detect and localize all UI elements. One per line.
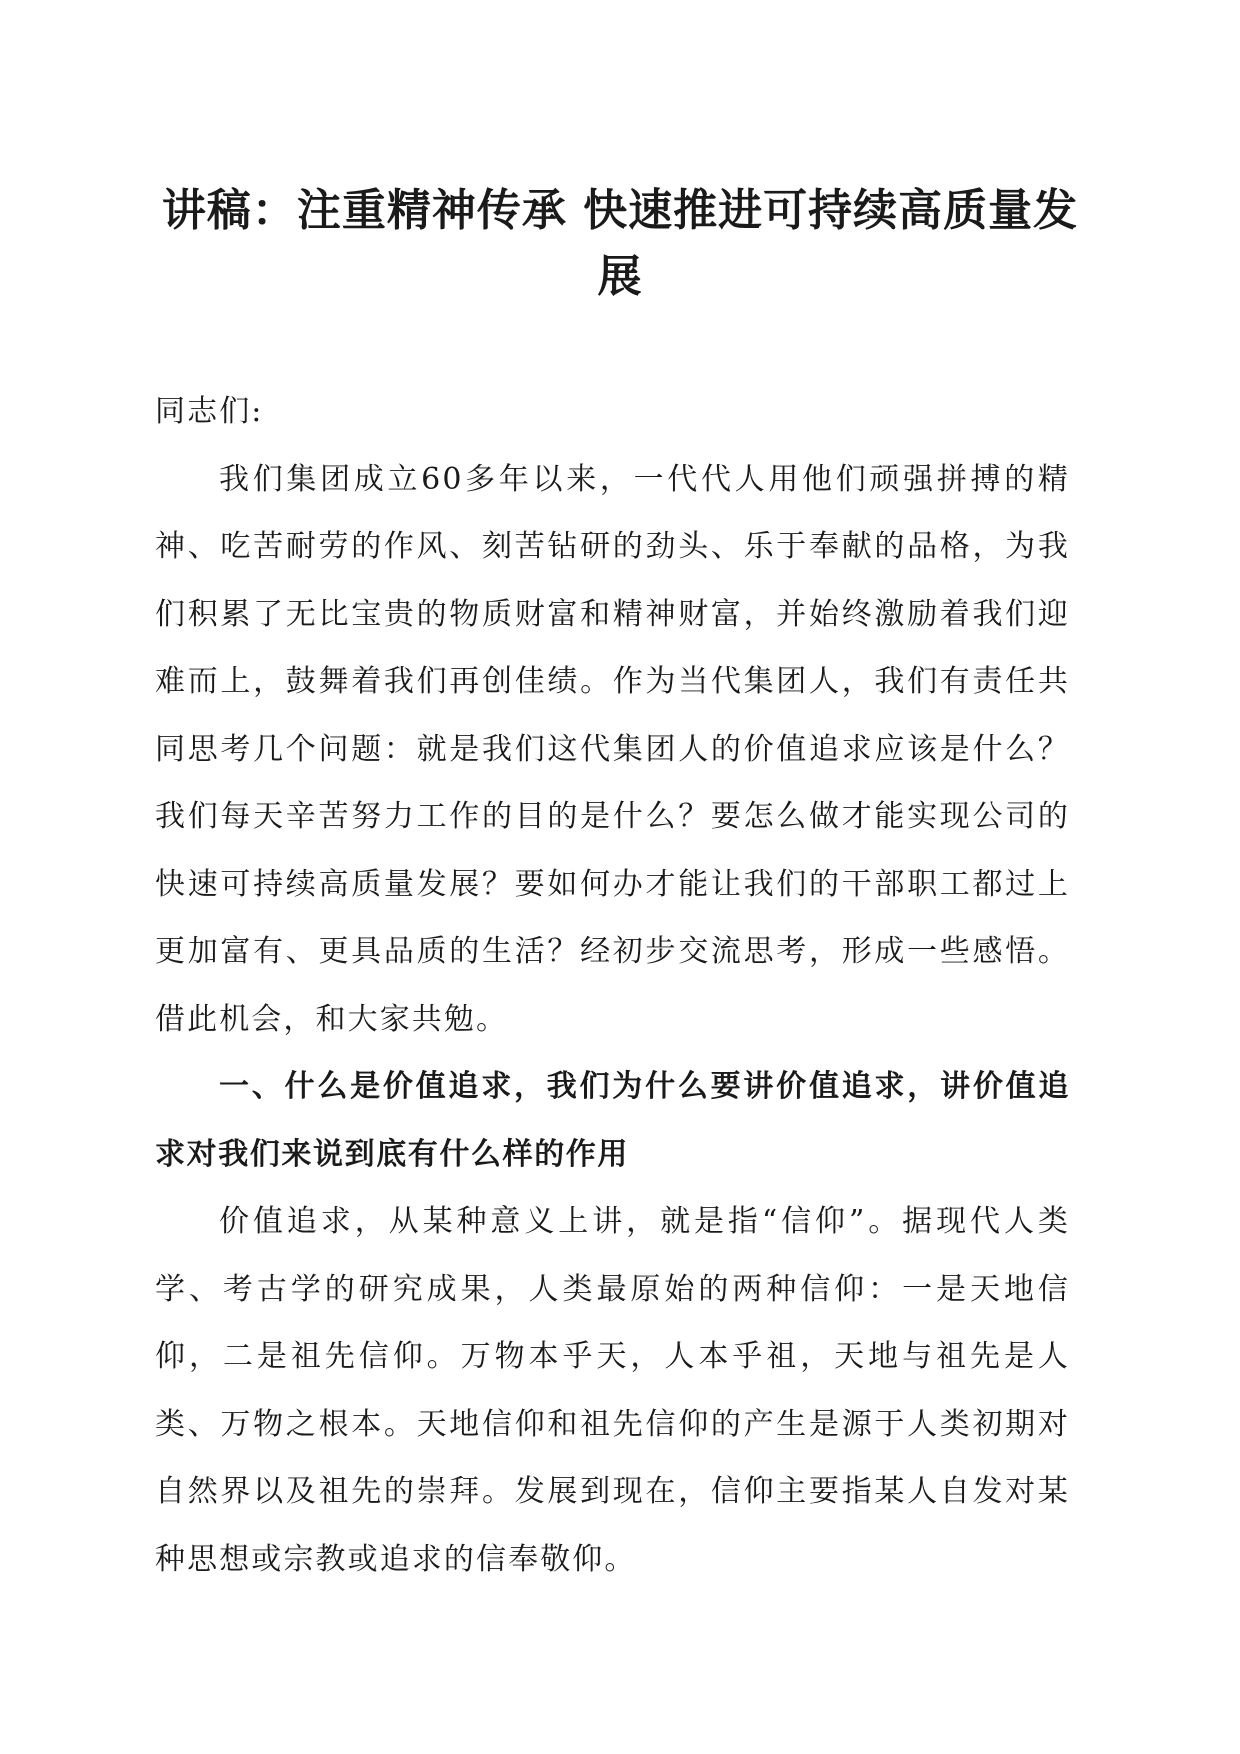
document-body (155, 378, 1070, 1593)
section-paragraph: 价值追求，从某种意义上讲，就是指“信仰”。据现代人类学、考古学的研究成果，人类最原始的两种信仰：一是天地信仰，二是祖先信仰。万物本乎天，人本乎祖，天地与祖先是人类、万物之根本。天地信仰和祖先信仰的产生是源于人类初期对自然界以及祖先的崇拜。发展到现在，信仰主要指某人自发对某种思想或宗教或追求的信奉敬仰。 (155, 1204, 1070, 1577)
intro-paragraph: 我们集团成立60多年以来，一代代人用他们顽强拼搏的精神、吃苦耐劳的作风、刻苦钻研的劲头、乐于奉献的品格，为我们积累了无比宝贵的物质财富和精神财富，并始终激励着我们迎难而上，鼓舞着我们再创佳绩。作为当代集团人，我们有责任共同思考几个问题：就是我们这代集团人的价值追求应该是什么？我们每天辛苦努力工作的目的是什么？要怎么做才能实现公司的快速可持续高质量发展？要如何办才能让我们的干部职工都过上更加富有、更具品质的生活？经初步交流思考，形成一些感悟。借此机会，和大家共勉。 (155, 461, 1070, 1037)
section-heading: 一、什么是价值追求，我们为什么要讲价值追求，讲价值追求对我们来说到底有什么样的作用 (155, 1069, 1070, 1172)
document-title: 讲稿：注重精神传承 快速推进可持续高质量发展 (161, 185, 1079, 302)
salutation: 同志们: (155, 394, 264, 429)
